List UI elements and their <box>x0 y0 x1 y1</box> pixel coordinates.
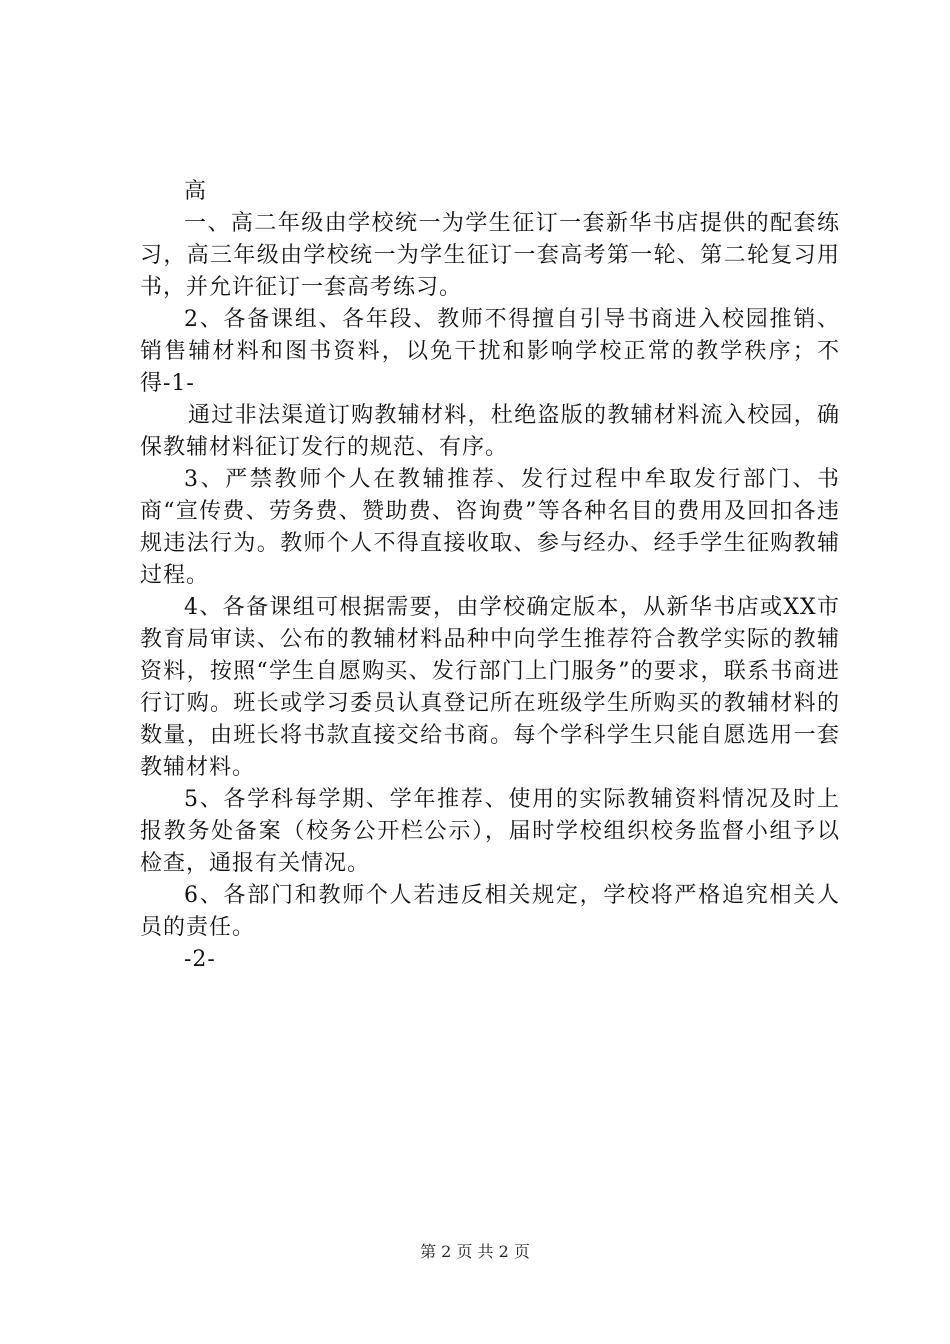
paragraph-item-1: 一、高二年级由学校统一为学生征订一套新华书店提供的配套练习，高三年级由学校统一为学生征订一套高考第一轮、第二轮复习用书，并允许征订一套高考练习。 <box>140 211 840 300</box>
paragraph-heading-fragment: 高 <box>184 179 208 204</box>
paragraph-item-5: 5、各学科每学期、学年推荐、使用的实际教辅资料情况及时上报教务处备案（校务公开栏公示），届时学校组织校务监督小组予以检查，通报有关情况。 <box>140 787 840 876</box>
paragraph-item-3: 3、严禁教师个人在教辅推荐、发行过程中牟取发行部门、书商“宣传费、劳务费、赞助费、咨询费”等各种名目的费用及回扣各违规违法行为。教师个人不得直接收取、参与经办、经手学生征购教辅过程。 <box>140 467 840 588</box>
paragraph-continuation: 通过非法渠道订购教辅材料，杜绝盗版的教辅材料流入校园，确保教辅材料征订发行的规范、有序。 <box>140 403 840 460</box>
page-footer: 第 2 页 共 2 页 <box>420 1242 530 1261</box>
paragraph-item-2: 2、各备课组、各年段、教师不得擅自引导书商进入校园推销、销售辅材料和图书资料，以免干扰和影响学校正常的教学秩序；不得-1- <box>140 307 840 396</box>
paragraph-item-6: 6、各部门和教师个人若违反相关规定，学校将严格追究相关人员的责任。 <box>140 883 840 940</box>
paragraph-item-4: 4、各备课组可根据需要，由学校确定版本，从新华书店或XX市教育局审读、公布的教辅材料品种中向学生推荐符合教学实际的教辅资料，按照“学生自愿购买、发行部门上门服务”的要求，联系书商进行订购。班长或学习委员认真登记所在班级学生所购买的教辅材料的数量，由班长将书款直接交给书商。每个学科学生只能自愿选用一套教辅材料。 <box>140 595 840 780</box>
page-marker: -2- <box>184 947 216 972</box>
document-body <box>140 176 840 976</box>
